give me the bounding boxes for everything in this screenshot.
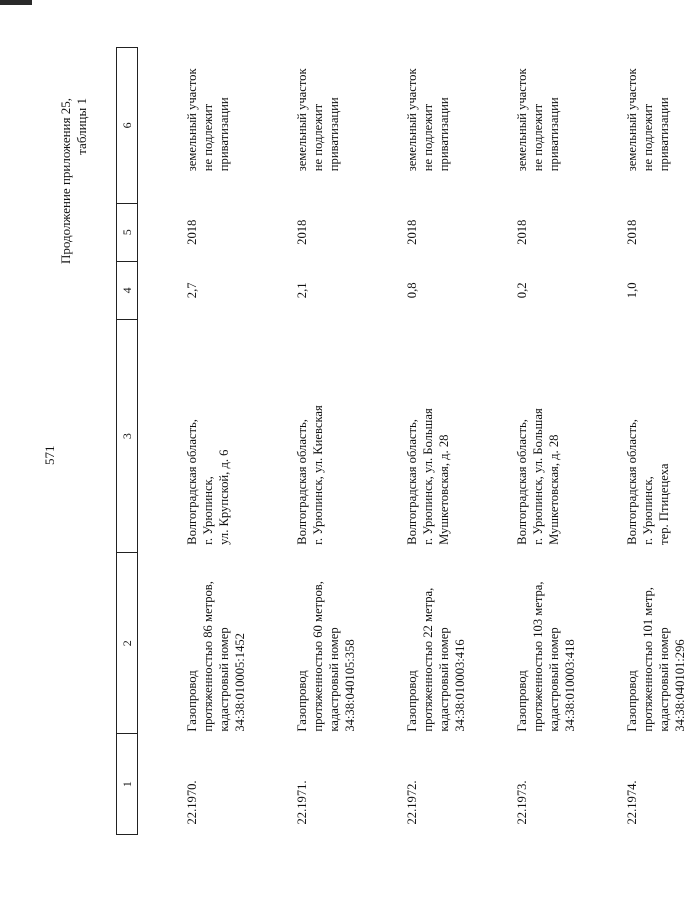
- object-note: земельный участок не подлежит приватизации: [405, 68, 451, 172]
- row-number-cell: [468, 734, 578, 835]
- row-number: 22.1972.: [405, 780, 419, 825]
- object-address-cell: [138, 319, 249, 552]
- object-year-cell: [358, 203, 468, 261]
- column-header-2: 2: [117, 553, 138, 734]
- object-address-cell: [358, 319, 468, 552]
- object-name: Газопровод протяженностью 103 метра, кадастровый номер 34:38:010003:418: [515, 581, 577, 732]
- row-number: 22.1971.: [295, 780, 309, 825]
- object-note-cell: [468, 48, 578, 204]
- object-address-cell: [248, 319, 358, 552]
- row-number-cell: [248, 734, 358, 835]
- row-number-cell: [578, 734, 688, 835]
- table-header-row: [117, 48, 138, 835]
- property-table: [116, 47, 688, 835]
- object-note-cell: [138, 48, 249, 204]
- column-header-3: 3: [117, 319, 138, 552]
- table-row: [248, 48, 358, 835]
- object-name-cell: [248, 553, 358, 734]
- object-name-cell: [358, 553, 468, 734]
- object-year: 2018: [625, 219, 639, 245]
- object-value: 1,0: [625, 282, 639, 299]
- object-year: 2018: [185, 219, 199, 245]
- row-number-cell: [138, 734, 249, 835]
- object-name-cell: [468, 553, 578, 734]
- continuation-line-1: Продолжение приложения 25,: [58, 98, 73, 265]
- object-note: земельный участок не подлежит приватизации: [295, 68, 341, 172]
- object-value-cell: [248, 261, 358, 319]
- object-note-cell: [358, 48, 468, 204]
- row-number-cell: [358, 734, 468, 835]
- object-year-cell: [248, 203, 358, 261]
- object-address: Волгоградская область, г. Урюпинск, ул. Киевская: [295, 405, 325, 545]
- page-number: 571: [42, 445, 57, 465]
- object-value: 0,8: [405, 282, 419, 299]
- object-name: Газопровод протяженностью 60 метров, кадастровый номер 34:38:040105:358: [295, 581, 357, 732]
- object-address-cell: [468, 319, 578, 552]
- object-address: Волгоградская область, г. Урюпинск, тер. Птицецеха: [625, 419, 671, 545]
- column-header-6: 6: [117, 48, 138, 204]
- table-row: [138, 48, 249, 835]
- object-name-cell: [138, 553, 249, 734]
- column-header-4: 4: [117, 261, 138, 319]
- object-value: 2,7: [185, 282, 199, 299]
- object-year: 2018: [295, 219, 309, 245]
- object-year: 2018: [405, 219, 419, 245]
- object-note-cell: [248, 48, 358, 204]
- object-year-cell: [578, 203, 688, 261]
- row-number: 22.1970.: [185, 780, 199, 825]
- object-name: Газопровод протяженностью 86 метров, кадастровый номер 34:38:010005:1452: [185, 581, 247, 732]
- object-note: земельный участок не подлежит приватизации: [515, 68, 561, 172]
- object-value-cell: [138, 261, 249, 319]
- object-value-cell: [578, 261, 688, 319]
- object-value-cell: [468, 261, 578, 319]
- object-year-cell: [468, 203, 578, 261]
- object-note-cell: [578, 48, 688, 204]
- object-name: Газопровод протяженностью 22 метра, кадастровый номер 34:38:010003:416: [405, 587, 467, 732]
- column-header-5: 5: [117, 203, 138, 261]
- column-header-1: 1: [117, 734, 138, 835]
- object-name: Газопровод протяженностью 101 метр, кадастровый номер 34:38:040101:296: [625, 587, 687, 732]
- table-row: [468, 48, 578, 835]
- object-note: земельный участок не подлежит приватизации: [185, 68, 231, 172]
- object-value-cell: [358, 261, 468, 319]
- object-address-cell: [578, 319, 688, 552]
- row-number: 22.1973.: [515, 780, 529, 825]
- object-year: 2018: [515, 219, 529, 245]
- object-value: 0,2: [515, 282, 529, 299]
- continuation-line-2: таблицы 1: [74, 98, 89, 155]
- object-name-cell: [578, 553, 688, 734]
- object-year-cell: [138, 203, 249, 261]
- object-address: Волгоградская область, г. Урюпинск, ул. Большая Мушкетовская, д. 28: [515, 408, 561, 545]
- continuation-caption: [58, 98, 90, 264]
- table-row: [358, 48, 468, 835]
- object-note: земельный участок не подлежит приватизации: [625, 68, 671, 172]
- object-value: 2,1: [295, 282, 309, 299]
- object-address: Волгоградская область, г. Урюпинск, ул. Крупской, д. 6: [185, 419, 231, 545]
- table-row: [578, 48, 688, 835]
- row-number: 22.1974.: [625, 780, 639, 825]
- object-address: Волгоградская область, г. Урюпинск, ул. Большая Мушкетовская, д. 28: [405, 408, 451, 545]
